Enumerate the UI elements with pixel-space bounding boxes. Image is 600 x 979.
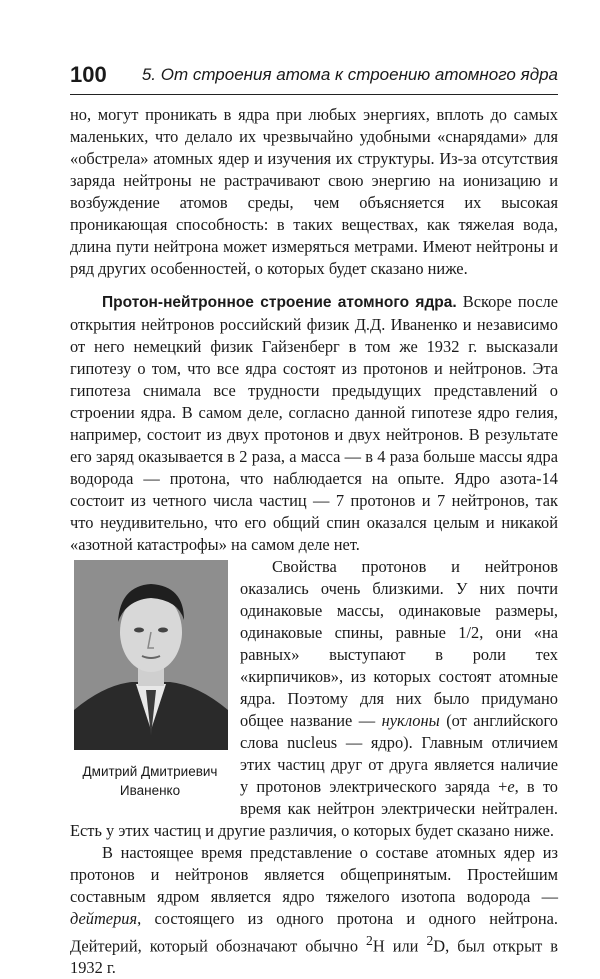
paragraph-proton-neutron	[70, 291, 558, 556]
paragraph-deuterium: В настоящее время представление о составе атомных ядер из протонов и нейтронов является общепринятым. Простейшим составным ядром является ядро тяжелого изотопа водорода — дейтерия, состоящего из одного протона и одного нейтрона. Дейтерий, который обозначают обычно $^2$H или $^2$D, был открыт в 1932 г.	[70, 843, 558, 978]
caption-line-2: Иваненко	[119, 783, 181, 798]
page-number: 100	[70, 62, 107, 87]
caption-line-1: Дмитрий Дмитриевич	[82, 764, 218, 779]
portrait-photo	[74, 560, 228, 750]
portrait-figure	[70, 560, 230, 800]
page-header	[70, 62, 558, 90]
running-head: 5. От строения атома к строению атомного ядра	[141, 65, 558, 84]
term-nucleons: нуклоны	[381, 711, 440, 730]
section-text: Вскоре после открытия нейтронов российский физик Д.Д. Иваненко и независимо от него немецкий физик Гайзенберг в том же 1932 г. высказали гипотезу о том, что все ядра состоят из протонов и нейтронов. Эта гипотеза снимала все трудности предыдущих представлений о строении ядра. В самом деле, согласно данной гипотезе ядро гелия, например, состоит из двух протонов и двух нейтронов. В результате его заряд оказывается в 2 раза, а масса — в 4 раза больше массы ядра водорода — протона, что наблюдается на опыте. Ядро азота-14 состоит из четного числа частиц — 7 протонов и 7 нейтронов, так что неудивительно, что его общий спин оказался целым и никакой «азотной катастрофы» на самом деле нет.	[70, 292, 558, 554]
header-rule	[70, 94, 558, 95]
paragraph-intro: но, могут проникать в ядра при любых энергиях, вплоть до самых маленьких, что делало их чрезвычайно удобными «снарядами» для «обстрела» атомных ядер и изучения их структуры. Из-за отсутствия заряда нейтроны не растрачивают свою энергию на ионизацию и возбуждение атомов среды, чем объясняется их высокая проникающая способность: в таких веществах, как тяжелая вода, длина пути нейтрона может измеряться метрами. Имеют нейтроны и ряд других особенностей, о которых будет сказано ниже.	[70, 105, 558, 278]
body-text	[70, 104, 558, 979]
fraction-half: 1/2	[458, 623, 480, 642]
portrait-caption	[70, 762, 230, 800]
term-deuterium: дейтерия	[70, 909, 138, 928]
paragraph-properties: Свойства протонов и нейтронов оказались очень близкими. У них почти одинаковые массы, одинаковые размеры, одинаковые спины, равные 1/2, они «на равных» выступают в роли тех «кирпичиков», из которых состоят атомные ядра. Поэтому для них было придумано общее название — нуклоны (от английского слова nucleus — ядро). Главным отличием этих частиц друг от друга является наличие у протонов электрического заряда +e, в то время как нейтрон электрически нейтрален. Есть у этих частиц и другие различия, о которых будет сказано ниже.	[70, 557, 558, 840]
charge-symbol: e	[507, 777, 515, 796]
section-heading: Протон-нейтронное строение атомного ядра.	[102, 294, 457, 311]
